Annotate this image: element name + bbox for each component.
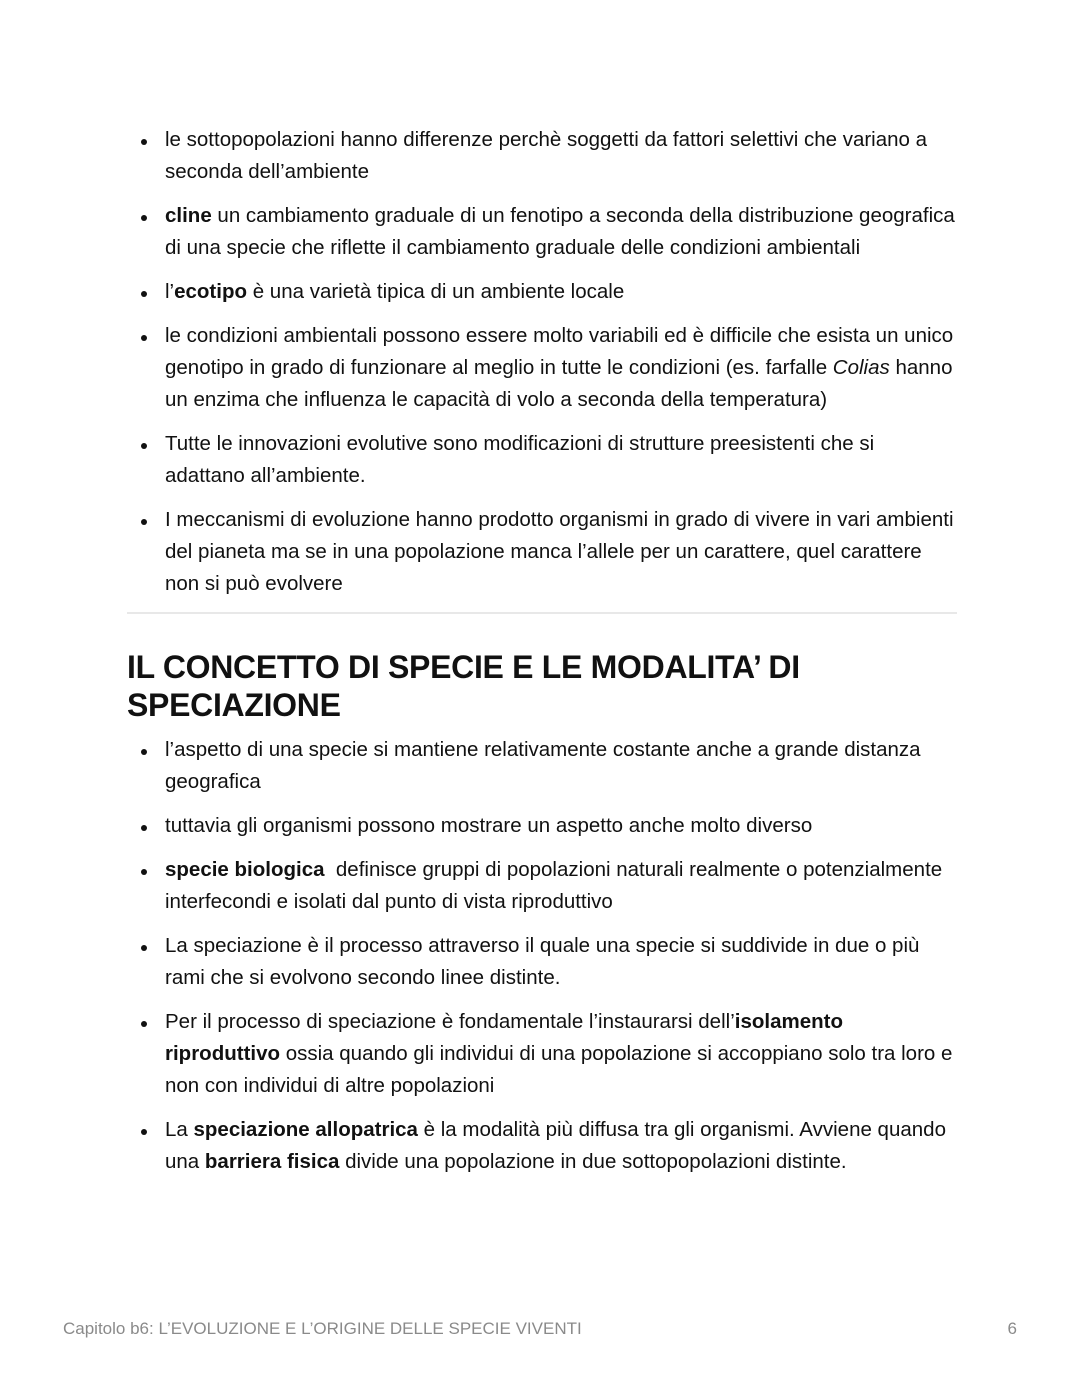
list-item: l’aspetto di una specie si mantiene relativamente costante anche a grande distanza geografica (127, 734, 957, 798)
list-item: specie biologica definisce gruppi di popolazioni naturali realmente o potenzialmente interfecondi e isolati dal punto di vista riproduttivo (127, 854, 957, 918)
list-item: La speciazione allopatrica è la modalità più diffusa tra gli organismi. Avviene quando una barriera fisica divide una popolazione in due sottopopolazioni distinte. (127, 1114, 957, 1178)
term-isolamento-riproduttivo: isolamento riproduttivo (165, 1010, 843, 1065)
list-item: l’ecotipo è una varietà tipica di un ambiente locale (127, 276, 957, 308)
page-content (127, 124, 957, 1190)
bullet-list-speciation (127, 734, 957, 1178)
list-item: La speciazione è il processo attraverso il quale una specie si suddivide in due o più rami che si evolvono secondo linee distinte. (127, 930, 957, 994)
list-item: tuttavia gli organismi possono mostrare un aspetto anche molto diverso (127, 810, 957, 842)
term-cline: cline (165, 204, 212, 227)
term-colias: Colias (832, 356, 890, 379)
section-heading: IL CONCETTO DI SPECIE E LE MODALITA’ DI SPECIAZIONE (127, 649, 800, 723)
section-divider (127, 612, 957, 614)
term-ecotipo: ecotipo (174, 280, 248, 303)
list-item: I meccanismi di evoluzione hanno prodotto organismi in grado di vivere in vari ambienti del pianeta ma se in una popolazione manca l’allele per un carattere, quel carattere non si può evolvere (127, 504, 957, 600)
list-item: le sottopopolazioni hanno differenze perchè soggetti da fattori selettivi che variano a seconda dell’ambiente (127, 124, 957, 188)
list-item: le condizioni ambientali possono essere molto variabili ed è difficile che esista un unico genotipo in grado di funzionare al meglio in tutte le condizioni (es. farfalle Colias hanno un enzima che influenza le capacità di volo a seconda della temperatura) (127, 320, 957, 416)
page-number: 6 (1007, 1319, 1017, 1338)
list-item: Per il processo di speciazione è fondamentale l’instaurarsi dell’isolamento riproduttivo ossia quando gli individui di una popolazione si accoppiano solo tra loro e non con individui di altre popolazioni (127, 1006, 957, 1102)
list-item: cline un cambiamento graduale di un fenotipo a seconda della distribuzione geografica di una specie che riflette il cambiamento graduale delle condizioni ambientali (127, 200, 957, 264)
bullet-list-evolution (127, 124, 957, 600)
list-item: Tutte le innovazioni evolutive sono modificazioni di strutture preesistenti che si adattano all’ambiente. (127, 428, 957, 492)
page-footer (63, 1319, 1017, 1339)
term-specie-biologica: specie biologica (165, 858, 325, 881)
term-barriera-fisica: barriera fisica (204, 1150, 340, 1173)
chapter-title: Capitolo b6: L’EVOLUZIONE E L’ORIGINE DELLE SPECIE VIVENTI (63, 1319, 582, 1338)
term-speciazione-allopatrica: speciazione allopatrica (193, 1118, 418, 1141)
